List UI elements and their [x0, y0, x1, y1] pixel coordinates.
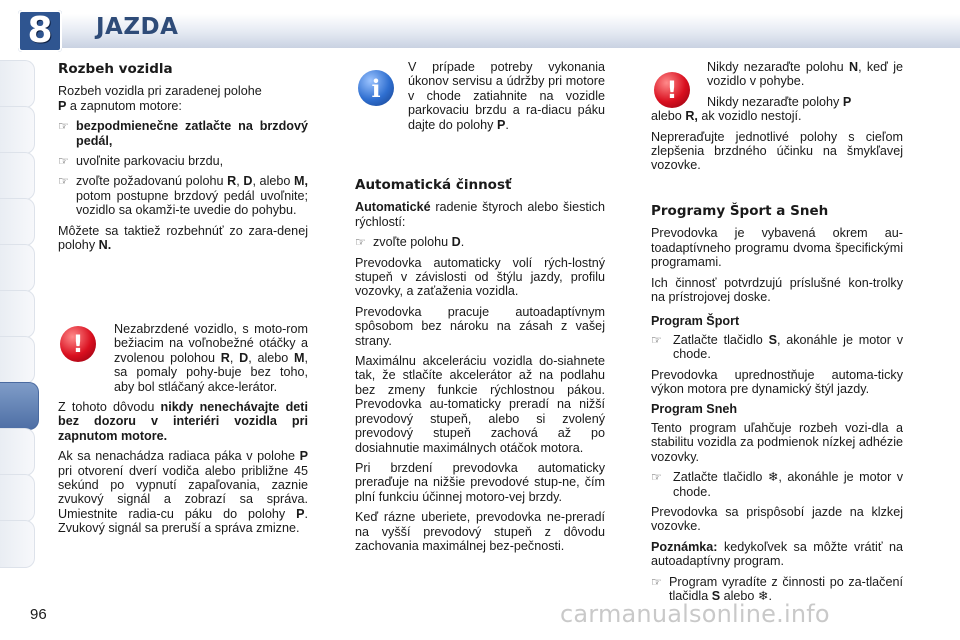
pointing-hand-icon: ☞ [58, 174, 69, 189]
pointing-hand-icon: ☞ [58, 154, 69, 169]
paragraph: Keď rázne uberiete, prevodovka ne-preradí na vyšší prevodový stupeň z dôvodu zachovania maximálnej bez-pečnosti. [355, 510, 605, 553]
snowflake-icon: ❄ [757, 587, 769, 603]
middle-column [355, 178, 605, 559]
subsection-title-sneh: Program Sneh [651, 402, 738, 417]
chapter-tab-8-active[interactable] [0, 382, 39, 430]
paragraph: Rozbeh vozidla pri zaradenej polohe P a zapnutom motore: [58, 84, 262, 113]
right-warning [651, 60, 903, 179]
warning-text: Nikdy nezaraďte polohu N, keď je vozidlo v pohybe. [707, 60, 903, 89]
exclamation-icon: ! [60, 326, 96, 362]
paragraph: Prevodovka uprednostňuje automa-ticky výkon motora pre dynamický štýl jazdy. [651, 367, 903, 397]
pointing-hand-icon: ☞ [651, 332, 662, 347]
paragraph: Automatické radenie štyroch alebo šiestich rýchlostí: [355, 200, 605, 229]
pointing-hand-icon: ☞ [651, 470, 662, 485]
list-item: ☞ zvoľte požadovanú polohu R, D, alebo M, potom postupne brzdový pedál uvoľnite; vozidlo sa okamži-te uvedie do pohybu. [58, 174, 308, 218]
page-header [0, 0, 960, 52]
paragraph: Ich činnosť potvrdzujú príslušné kon-trolky na prístrojovej doske. [651, 275, 903, 305]
chapter-tab-5[interactable] [0, 244, 35, 292]
middle-info [408, 60, 605, 138]
list-item: ☞ Zatlačte tlačidlo ❄, akonáhle je motor v chode. [651, 469, 903, 499]
pointing-hand-icon: ☞ [355, 235, 366, 250]
paragraph: Prevodovka pracuje autoadaptívnym spôsobom bez nároku na zásah z vašej strany. [355, 304, 605, 348]
left-warning [58, 322, 308, 542]
list-item: ☞ Program vyradíte z činnosti po za-tlačení tlačidla S alebo ❄. [651, 574, 903, 603]
chapter-title: JAZDA [96, 14, 179, 40]
section-title-programy: Programy Šport a Sneh [651, 203, 829, 219]
chapter-tab-11[interactable] [0, 520, 35, 568]
left-column [58, 62, 308, 258]
list-item: ☞ Zatlačte tlačidlo S, akonáhle je motor v chode. [651, 332, 903, 362]
chapter-tab-10[interactable] [0, 474, 35, 522]
section-title-rozbeh: Rozbeh vozidla [58, 61, 173, 77]
chapter-tab-4[interactable] [0, 198, 35, 246]
header-band [44, 14, 960, 48]
paragraph: Môžete sa taktiež rozbehnúť zo zara-denej polohy N. [58, 223, 308, 253]
warning-text: Nezabrzdené vozidlo, s moto-rom bežiacim na voľnobežné otáčky a zvolenou polohou R, D, alebo M, sa pomaly pohy-buje bez toho, aby bol stláčaný akce-lerátor. [114, 322, 309, 394]
chapter-number: 8 [27, 10, 53, 51]
watermark: carmanualsonline.info [560, 600, 830, 628]
snowflake-icon: ❄ [767, 469, 779, 485]
warning-text: Nepreraďujte jednotlivé polohy s cieľom zlepšenia brzdného účinku na šmykľavej vozovke. [651, 129, 903, 173]
note: Poznámka: kedykoľvek sa môžte vrátiť na autoadaptívny program. [651, 539, 903, 569]
warning-text: Nikdy nezaraďte polohy P [707, 94, 852, 109]
page-number: 96 [30, 606, 47, 623]
chapter-tab-3[interactable] [0, 152, 35, 200]
list-item: ☞ zvoľte polohu D. [355, 235, 465, 250]
paragraph: Maximálnu akceleráciu vozidla do-siahnete tak, že stlačíte akcelerátor až na podlahu bez zmeny funkcie rýchlostnou pákou. Prevodovka au-tomaticky preradí na nižší prevodový stupeň, alebo si zvolený prevodový stupeň zachová až po dosiahnutie maximálnych otáčok motora. [355, 354, 605, 455]
warning-text: alebo R, ak vozidlo nestojí. [651, 109, 802, 124]
chapter-tab-6[interactable] [0, 290, 35, 338]
paragraph: Tento program uľahčuje rozbeh vozi-dla a stabilitu vozidla za podmienok nízkej adhézie vozovky. [651, 420, 903, 464]
right-column [651, 204, 903, 609]
list-item: ☞ uvoľnite parkovaciu brzdu, [58, 154, 224, 169]
paragraph: Prevodovka sa prispôsobí jazde na klzkej vozovke. [651, 504, 903, 534]
paragraph: Pri brzdení prevodovka automaticky preraďuje na nižšie prevodové stup-ne, čím plní funkciu účinnej motoro-vej brzdy. [355, 460, 605, 504]
chapter-tab-9[interactable] [0, 428, 35, 476]
warning-text: Ak sa nenachádza radiaca páka v polohe P pri otvorení dverí vodiča alebo približne 45 sekúnd po vypnutí zapaľovania, zaznie zvukový signál a zobrazí sa správa. Umiestnite radia-cu páku do polohy P. Zvukový signál sa preruší a správa zmizne. [58, 449, 308, 536]
info-text: V prípade potreby vykonania úkonov servisu a údržby pri motore v chode zatiahnite na vozidle parkovaciu brzdu a ra-diacu páku dajte do polohy P. [408, 60, 605, 132]
pointing-hand-icon: ☞ [651, 574, 662, 589]
chapter-tab-1[interactable] [0, 60, 35, 108]
paragraph: Prevodovka je vybavená okrem au-toadaptívneho programu dvoma špecifickými programami. [651, 226, 903, 270]
exclamation-icon: ! [654, 72, 690, 108]
list-item: ☞ bezpodmienečne zatlačte na brzdový pedál, [58, 119, 308, 148]
chapter-tab-2[interactable] [0, 106, 35, 154]
chapter-tab-7[interactable] [0, 336, 35, 384]
subsection-title-sport: Program Šport [651, 314, 740, 329]
section-title-automaticka: Automatická činnosť [355, 177, 512, 193]
paragraph: Prevodovka automaticky volí rých-lostný stupeň v závislosti od štýlu jazdy, profilu vozovky, a zaťaženia vozidla. [355, 255, 605, 299]
pointing-hand-icon: ☞ [58, 119, 69, 134]
warning-text: Z tohoto dôvodu nikdy nenechávajte deti bez dozoru v interiéri vozidla pri zapnutom motore. [58, 400, 308, 443]
info-icon: i [358, 70, 394, 106]
chapter-badge [18, 10, 62, 52]
